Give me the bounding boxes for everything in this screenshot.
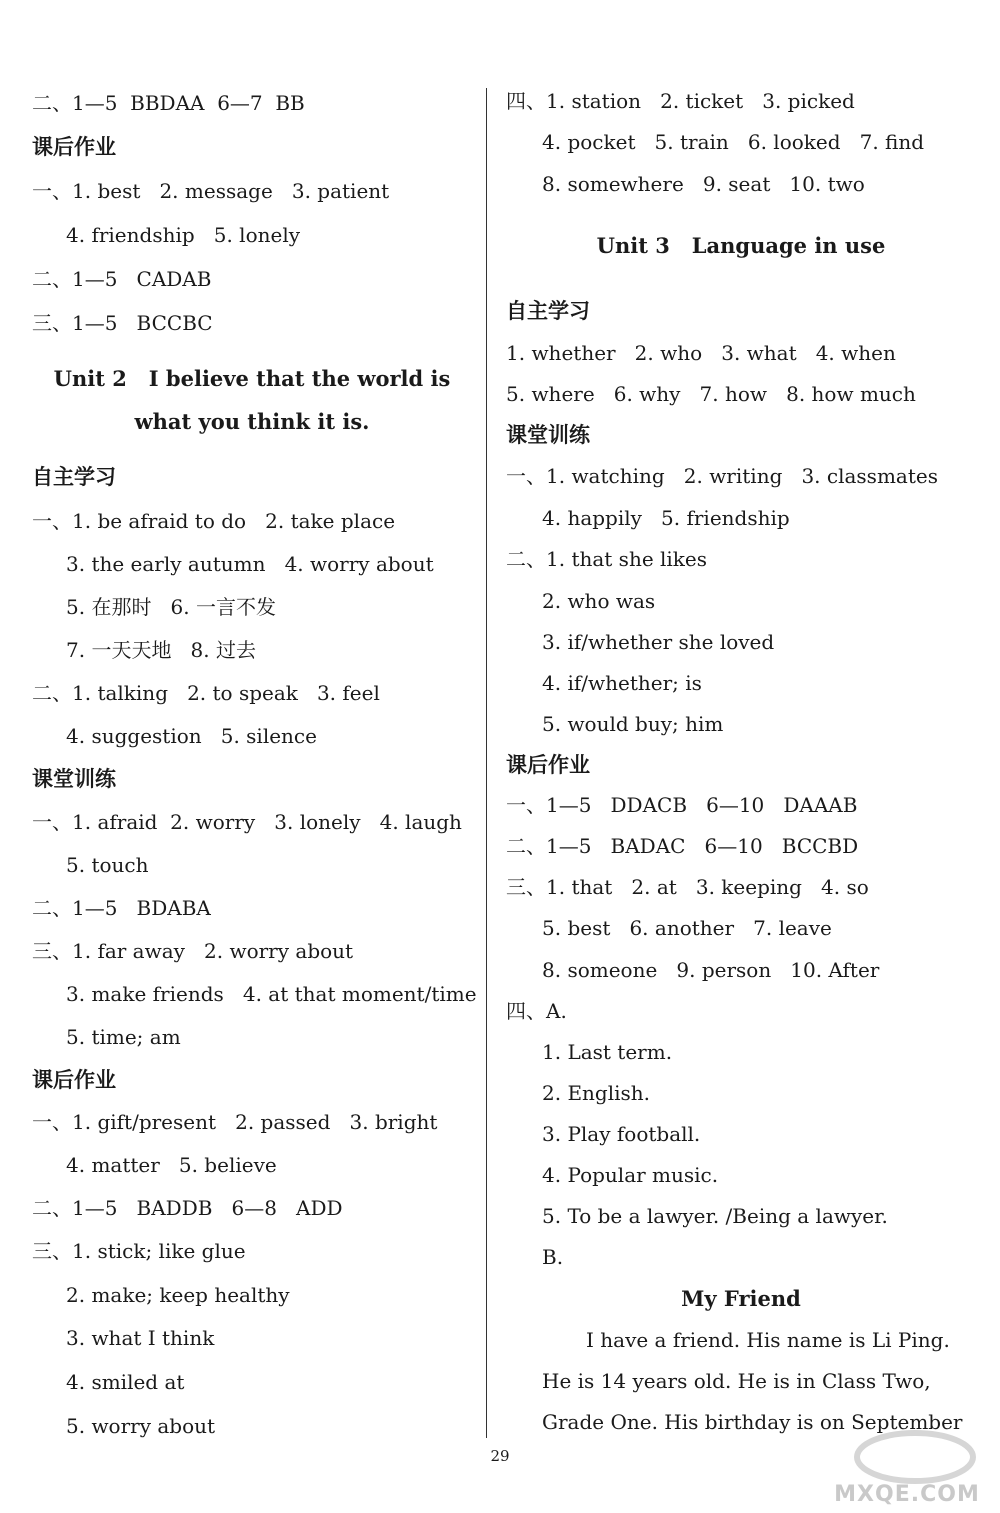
answer-line: 3. Play football. [542,1122,701,1146]
answer-line: 4. pocket 5. train 6. looked 7. find [542,130,925,154]
answer-line: 二、1—5 BADDB 6—8 ADD [32,1196,343,1220]
answer-line: 三、1. far away 2. worry about [32,939,354,963]
answer-line: 4. if/whether; is [542,671,702,695]
answer-line: 1. Last term. [542,1040,673,1064]
section-heading: 课后作业 [32,1068,116,1092]
answer-line: 5. touch [66,853,149,877]
answer-line: 四、1. station 2. ticket 3. picked [506,89,855,113]
answer-line: 二、1. talking 2. to speak 3. feel [32,681,380,705]
page-number: 29 [490,1447,510,1465]
essay-line: Grade One. His birthday is on September [542,1410,963,1434]
answer-line: 4. Popular music. [542,1163,719,1187]
section-heading: 课堂训练 [32,767,116,791]
answer-line: 5. To be a lawyer. /Being a lawyer. [542,1204,888,1228]
answer-line: 二、1—5 BDABA [32,896,211,920]
answer-line: 4. smiled at [66,1370,185,1394]
answer-line: 一、1. be afraid to do 2. take place [32,509,396,533]
answer-line: 三、1. stick; like glue [32,1239,246,1263]
answer-line: 二、1—5 CADAB [32,267,212,291]
answer-line: B. [542,1245,564,1269]
answer-line: 一、1. afraid 2. worry 3. lonely 4. laugh [32,810,462,834]
answer-line: 3. make friends 4. at that moment/time [66,982,477,1006]
essay-line: I have a friend. His name is Li Ping. [586,1328,950,1352]
unit-title-cont: what you think it is. [134,409,370,434]
answer-line: 4. suggestion 5. silence [66,724,317,748]
answer-line: 3. the early autumn 4. worry about [66,552,434,576]
answer-line: 二、1—5 BBDAA 6—7 BB [32,91,305,115]
answer-line: 8. someone 9. person 10. After [542,958,880,982]
answer-line: 一、1. watching 2. writing 3. classmates [506,464,938,488]
answer-line: 一、1. best 2. message 3. patient [32,179,390,203]
answer-line: 一、1. gift/present 2. passed 3. bright [32,1110,438,1134]
answer-line: 5. would buy; him [542,712,724,736]
watermark-logo [820,1425,995,1510]
unit-title: Unit 3 Language in use [596,233,886,258]
answer-line: 三、1. that 2. at 3. keeping 4. so [506,875,869,899]
watermark-text: MXQE.COM [834,1482,980,1507]
unit-title: Unit 2 I believe that the world is [53,366,451,391]
essay-line: He is 14 years old. He is in Class Two, [542,1369,931,1393]
section-heading: 课堂训练 [506,423,590,447]
answer-line: 5. worry about [66,1414,216,1438]
answer-line: 5. time; am [66,1025,181,1049]
answer-line: 2. English. [542,1081,651,1105]
answer-line: 2. make; keep healthy [66,1283,290,1307]
answer-line: 5. best 6. another 7. leave [542,916,832,940]
answer-line: 8. somewhere 9. seat 10. two [542,172,865,196]
answer-line: 2. who was [542,589,656,613]
section-heading: 课后作业 [32,135,116,159]
answer-line: 4. friendship 5. lonely [66,223,301,247]
answer-line: 一、1—5 DDACB 6—10 DAAAB [506,793,858,817]
answer-line: 二、1. that she likes [506,547,708,571]
answer-line: 二、1—5 BADAC 6—10 BCCBD [506,834,859,858]
answer-line: 3. what I think [66,1326,215,1350]
answer-line: 5. 在那时 6. 一言不发 [66,595,276,619]
answer-line: 1. whether 2. who 3. what 4. when [506,341,896,365]
answer-line: 四、A. [506,999,567,1023]
column-divider [486,88,487,1438]
section-heading: 课后作业 [506,753,590,777]
answer-line: 3. if/whether she loved [542,630,775,654]
answer-line: 4. happily 5. friendship [542,506,790,530]
answer-line: 三、1—5 BCCBC [32,311,213,335]
section-heading: 自主学习 [32,465,116,489]
answer-line: 7. 一天天地 8. 过去 [66,638,256,662]
answer-line: 4. matter 5. believe [66,1153,277,1177]
section-heading: 自主学习 [506,299,590,323]
essay-title: My Friend [681,1286,801,1311]
answer-line: 5. where 6. why 7. how 8. how much [506,382,916,406]
